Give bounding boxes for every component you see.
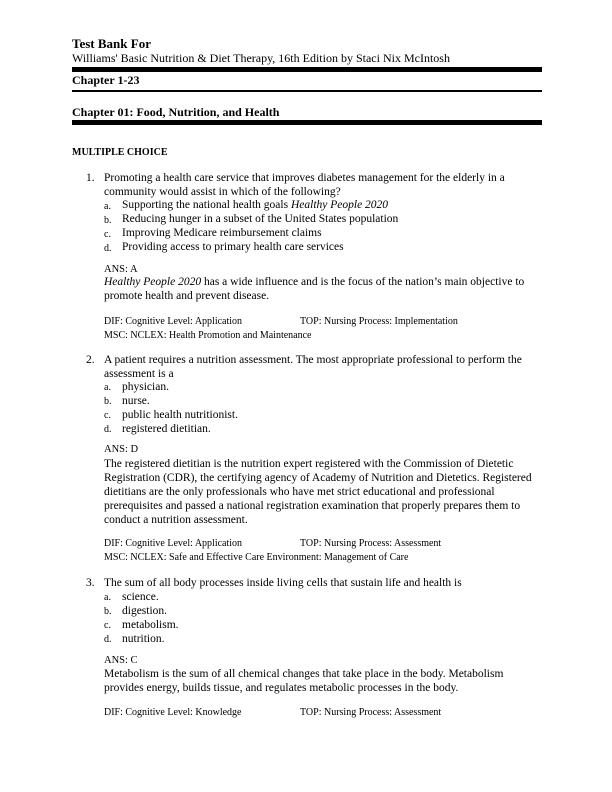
option-letter: c.	[104, 410, 111, 421]
question-stem: community would assist in which of the following?	[104, 186, 341, 198]
doc-title: Test Bank For	[72, 36, 151, 51]
option-letter: b.	[104, 396, 112, 407]
option-d: registered dietitian.	[122, 423, 211, 435]
chapter-rule-thick	[72, 120, 542, 125]
rationale-line: provides energy, builds tissue, and regulates metabolic processes in the body.	[104, 682, 459, 694]
rationale-line: prerequisites and passed a national registration examination that properly prepares them to	[104, 500, 521, 512]
question-stem: Promoting a health care service that improves diabetes management for the elderly in a	[104, 172, 505, 184]
rationale-line: Registration (CDR), the certifying agency of Academy of Nutrition and Dietetics. Registered	[104, 472, 532, 484]
question-number: 3.	[86, 577, 95, 589]
option-a: physician.	[122, 381, 169, 393]
option-letter: a.	[104, 592, 111, 603]
rationale-line: Metabolism is the sum of all chemical changes that take place in the body. Metabolism	[104, 668, 504, 680]
rationale-line: The registered dietitian is the nutrition expert registered with the Commission of Dietetic	[104, 458, 514, 470]
option-d: Providing access to primary health care services	[122, 241, 344, 253]
option-c: Improving Medicare reimbursement claims	[122, 227, 322, 239]
msc-meta: MSC: NCLEX: Health Promotion and Maintenance	[104, 330, 312, 341]
answer-key: ANS: C	[104, 655, 138, 666]
option-d: nutrition.	[122, 633, 165, 645]
rationale-text: has a wide influence and is the focus of the nation’s main objective to	[201, 276, 525, 288]
option-c: metabolism.	[122, 619, 179, 631]
doc-subtitle: Williams' Basic Nutrition & Diet Therapy, 16th Edition by Staci Nix McIntosh	[72, 51, 450, 65]
option-a	[122, 199, 388, 211]
dif-meta: DIF: Cognitive Level: Application	[104, 316, 243, 327]
rationale-line: dietitians are the only professionals who have met strict educational and professional	[104, 486, 495, 498]
question-number: 1.	[86, 172, 95, 184]
option-letter: b.	[104, 215, 112, 226]
option-text: Supporting the national health goals	[122, 199, 291, 211]
answer-key: ANS: A	[104, 264, 138, 275]
rationale-italic: Healthy People 2020	[104, 276, 202, 288]
msc-meta: MSC: NCLEX: Safe and Effective Care Environment: Management of Care	[104, 552, 409, 563]
option-c: public health nutritionist.	[122, 409, 238, 421]
option-b: nurse.	[122, 395, 150, 407]
option-letter: d.	[104, 634, 112, 645]
section-heading: MULTIPLE CHOICE	[72, 147, 168, 158]
top-meta: TOP: Nursing Process: Assessment	[300, 538, 442, 549]
option-italic: Healthy People 2020	[290, 199, 389, 211]
question-stem: A patient requires a nutrition assessment. The most appropriate professional to perform the	[104, 354, 522, 366]
option-letter: a.	[104, 382, 111, 393]
option-letter: b.	[104, 606, 112, 617]
rationale-line	[104, 276, 524, 288]
option-b: digestion.	[122, 605, 168, 617]
option-letter: c.	[104, 229, 111, 240]
question-stem: assessment is a	[104, 368, 174, 380]
top-meta: TOP: Nursing Process: Implementation	[300, 316, 458, 327]
rationale-line: promote health and prevent disease.	[104, 290, 270, 302]
chapter-title: Chapter 01: Food, Nutrition, and Health	[72, 105, 280, 119]
option-letter: c.	[104, 620, 111, 631]
option-letter: d.	[104, 424, 112, 435]
header-rule	[72, 67, 542, 72]
option-letter: d.	[104, 243, 112, 254]
question-number: 2.	[86, 354, 95, 366]
top-meta: TOP: Nursing Process: Assessment	[300, 707, 442, 718]
chapter-rule-thin	[72, 90, 542, 92]
answer-key: ANS: D	[104, 444, 139, 455]
option-a: science.	[122, 591, 159, 603]
chapter-range: Chapter 1-23	[72, 73, 140, 87]
question-stem: The sum of all body processes inside living cells that sustain life and health is	[104, 577, 462, 589]
option-b: Reducing hunger in a subset of the United States population	[122, 213, 399, 225]
rationale-line: conduct a nutrition assessment.	[104, 514, 248, 526]
dif-meta: DIF: Cognitive Level: Knowledge	[104, 707, 242, 718]
dif-meta: DIF: Cognitive Level: Application	[104, 538, 243, 549]
option-letter: a.	[104, 201, 111, 212]
